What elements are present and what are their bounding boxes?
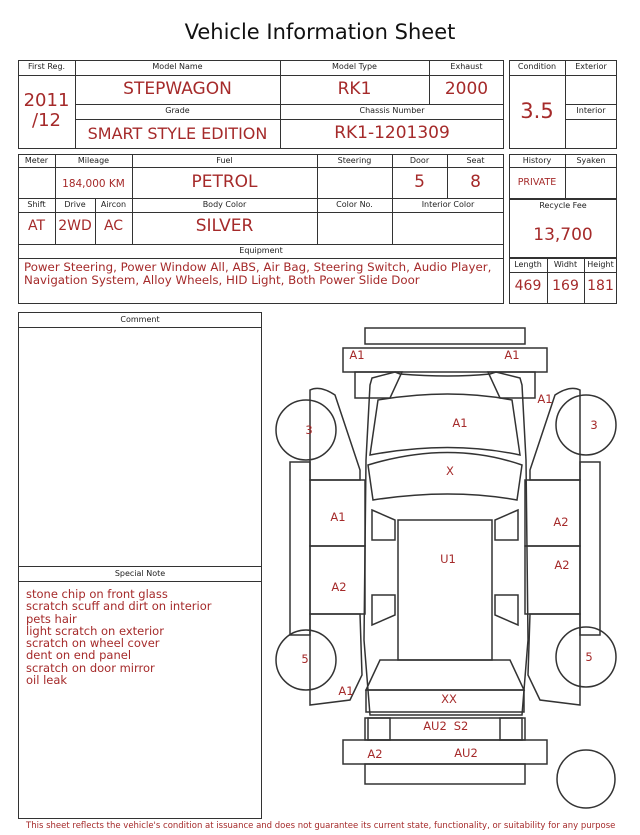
condition-value: 3.5	[520, 99, 554, 123]
right-front-door	[525, 480, 580, 546]
body-color-value: SILVER	[195, 216, 254, 236]
body-outline	[364, 372, 528, 715]
fuel-label: Fuel	[216, 156, 233, 165]
model-type-label: Model Type	[332, 62, 377, 71]
damage-mark: A1	[452, 416, 468, 430]
damage-mark: A2	[554, 558, 570, 572]
drive-value: 2WD	[58, 218, 92, 234]
hood	[370, 394, 520, 455]
width-value: 169	[552, 278, 579, 294]
body-color-label: Body Color	[202, 200, 247, 209]
damage-mark: A1	[349, 348, 365, 362]
recycle-fee-label: Recycle Fee	[539, 201, 587, 210]
shift-value: AT	[27, 218, 46, 234]
model-name-value: STEPWAGON	[123, 79, 232, 99]
rear-glass	[366, 660, 524, 690]
roof	[398, 520, 492, 660]
meter-label: Meter	[24, 156, 49, 165]
aircon-label: Aircon	[100, 200, 127, 209]
list-item: scratch on door mirror	[26, 660, 155, 675]
seat-label: Seat	[466, 156, 485, 165]
damage-mark: A1	[537, 392, 553, 406]
color-no-label: Color No.	[336, 200, 373, 209]
mileage-value: 184,000 KM	[62, 178, 125, 190]
first-reg-year: 2011	[23, 90, 70, 111]
damage-mark: AU2	[454, 746, 478, 760]
damage-mark: A2	[367, 747, 383, 761]
list-item: scratch on wheel cover	[26, 636, 160, 651]
page-title: Vehicle Information Sheet	[184, 20, 456, 44]
first-reg-month: /12	[32, 110, 61, 131]
chassis-number-value: RK1-1201309	[334, 123, 450, 143]
damage-mark: A1	[504, 348, 520, 362]
disclaimer-footer: This sheet reflects the vehicle's condition at issuance and does not guarantee its current state, functionality, or suitability for any purpose	[26, 821, 616, 831]
damage-mark: S2	[453, 719, 469, 733]
recycle-fee-value: 13,700	[533, 225, 593, 245]
equipment-value: Power Steering, Power Window All, ABS, Air Bag, Steering Switch, Audio Player, Navigation System, Alloy Wheels, HID Light, Both Power Slide Door	[24, 260, 492, 287]
list-item: pets hair	[26, 611, 77, 626]
front-right-wheel	[556, 395, 616, 455]
comment-label: Comment	[120, 315, 160, 324]
windshield	[368, 453, 522, 501]
drive-label: Drive	[64, 200, 86, 209]
exterior-label: Exterior	[575, 62, 607, 71]
chassis-number-label: Chassis Number	[359, 106, 425, 115]
condition-label: Condition	[517, 62, 557, 71]
damage-mark: 5	[585, 650, 593, 664]
history-value: PRIVATE	[517, 177, 557, 188]
syaken-label: Syaken	[576, 156, 606, 165]
damage-mark: A2	[553, 515, 569, 529]
shift-label: Shift	[27, 200, 46, 209]
damage-mark: A1	[330, 510, 346, 524]
list-item: light scratch on exterior	[26, 623, 164, 638]
list-item: scratch scuff and dirt on interior	[26, 599, 212, 614]
right-step	[580, 462, 600, 635]
height-label: Height	[587, 260, 614, 269]
exhaust-label: Exhaust	[450, 62, 483, 71]
grade-label: Grade	[165, 106, 190, 115]
door-label: Door	[409, 156, 430, 165]
exhaust-value: 2000	[444, 79, 489, 99]
mileage-label: Mileage	[77, 156, 110, 165]
right-quarter	[528, 614, 580, 705]
interior-color-label: Interior Color	[421, 200, 475, 209]
rear-bumper-lower	[365, 764, 525, 784]
equipment-label: Equipment	[239, 246, 283, 255]
fuel-value: PETROL	[191, 172, 258, 192]
door-value: 5	[414, 172, 425, 192]
damage-mark: 3	[590, 418, 598, 432]
list-item: stone chip on front glass	[26, 587, 168, 601]
damage-mark: A1	[338, 684, 354, 698]
right-rear-door	[525, 546, 580, 614]
seat-value: 8	[470, 172, 481, 192]
grade-value: SMART STYLE EDITION	[87, 124, 268, 143]
front-bumper	[365, 328, 525, 344]
list-item: oil leak	[26, 673, 68, 688]
model-type-value: RK1	[337, 79, 372, 99]
height-value: 181	[587, 278, 614, 294]
damage-mark: A2	[331, 580, 347, 594]
model-name-label: Model Name	[152, 62, 203, 71]
damage-mark: U1	[440, 552, 456, 566]
length-label: Length	[514, 260, 542, 269]
length-value: 469	[514, 278, 542, 294]
damage-mark: 3	[305, 423, 313, 437]
interior-label: Interior	[576, 106, 606, 115]
first-reg-label: First Reg.	[27, 62, 66, 71]
damage-mark: AU2	[423, 719, 447, 733]
left-step	[290, 462, 310, 635]
aircon-value: AC	[103, 218, 124, 234]
list-item: dent on end panel	[26, 648, 132, 663]
damage-mark: X	[446, 464, 454, 478]
steering-label: Steering	[337, 156, 372, 165]
damage-mark: 5	[301, 652, 309, 666]
damage-mark: XX	[441, 692, 457, 706]
history-label: History	[522, 156, 552, 165]
spare-wheel	[557, 750, 615, 808]
width-label: Widht	[553, 260, 578, 269]
special-note-label: Special Note	[114, 569, 166, 578]
